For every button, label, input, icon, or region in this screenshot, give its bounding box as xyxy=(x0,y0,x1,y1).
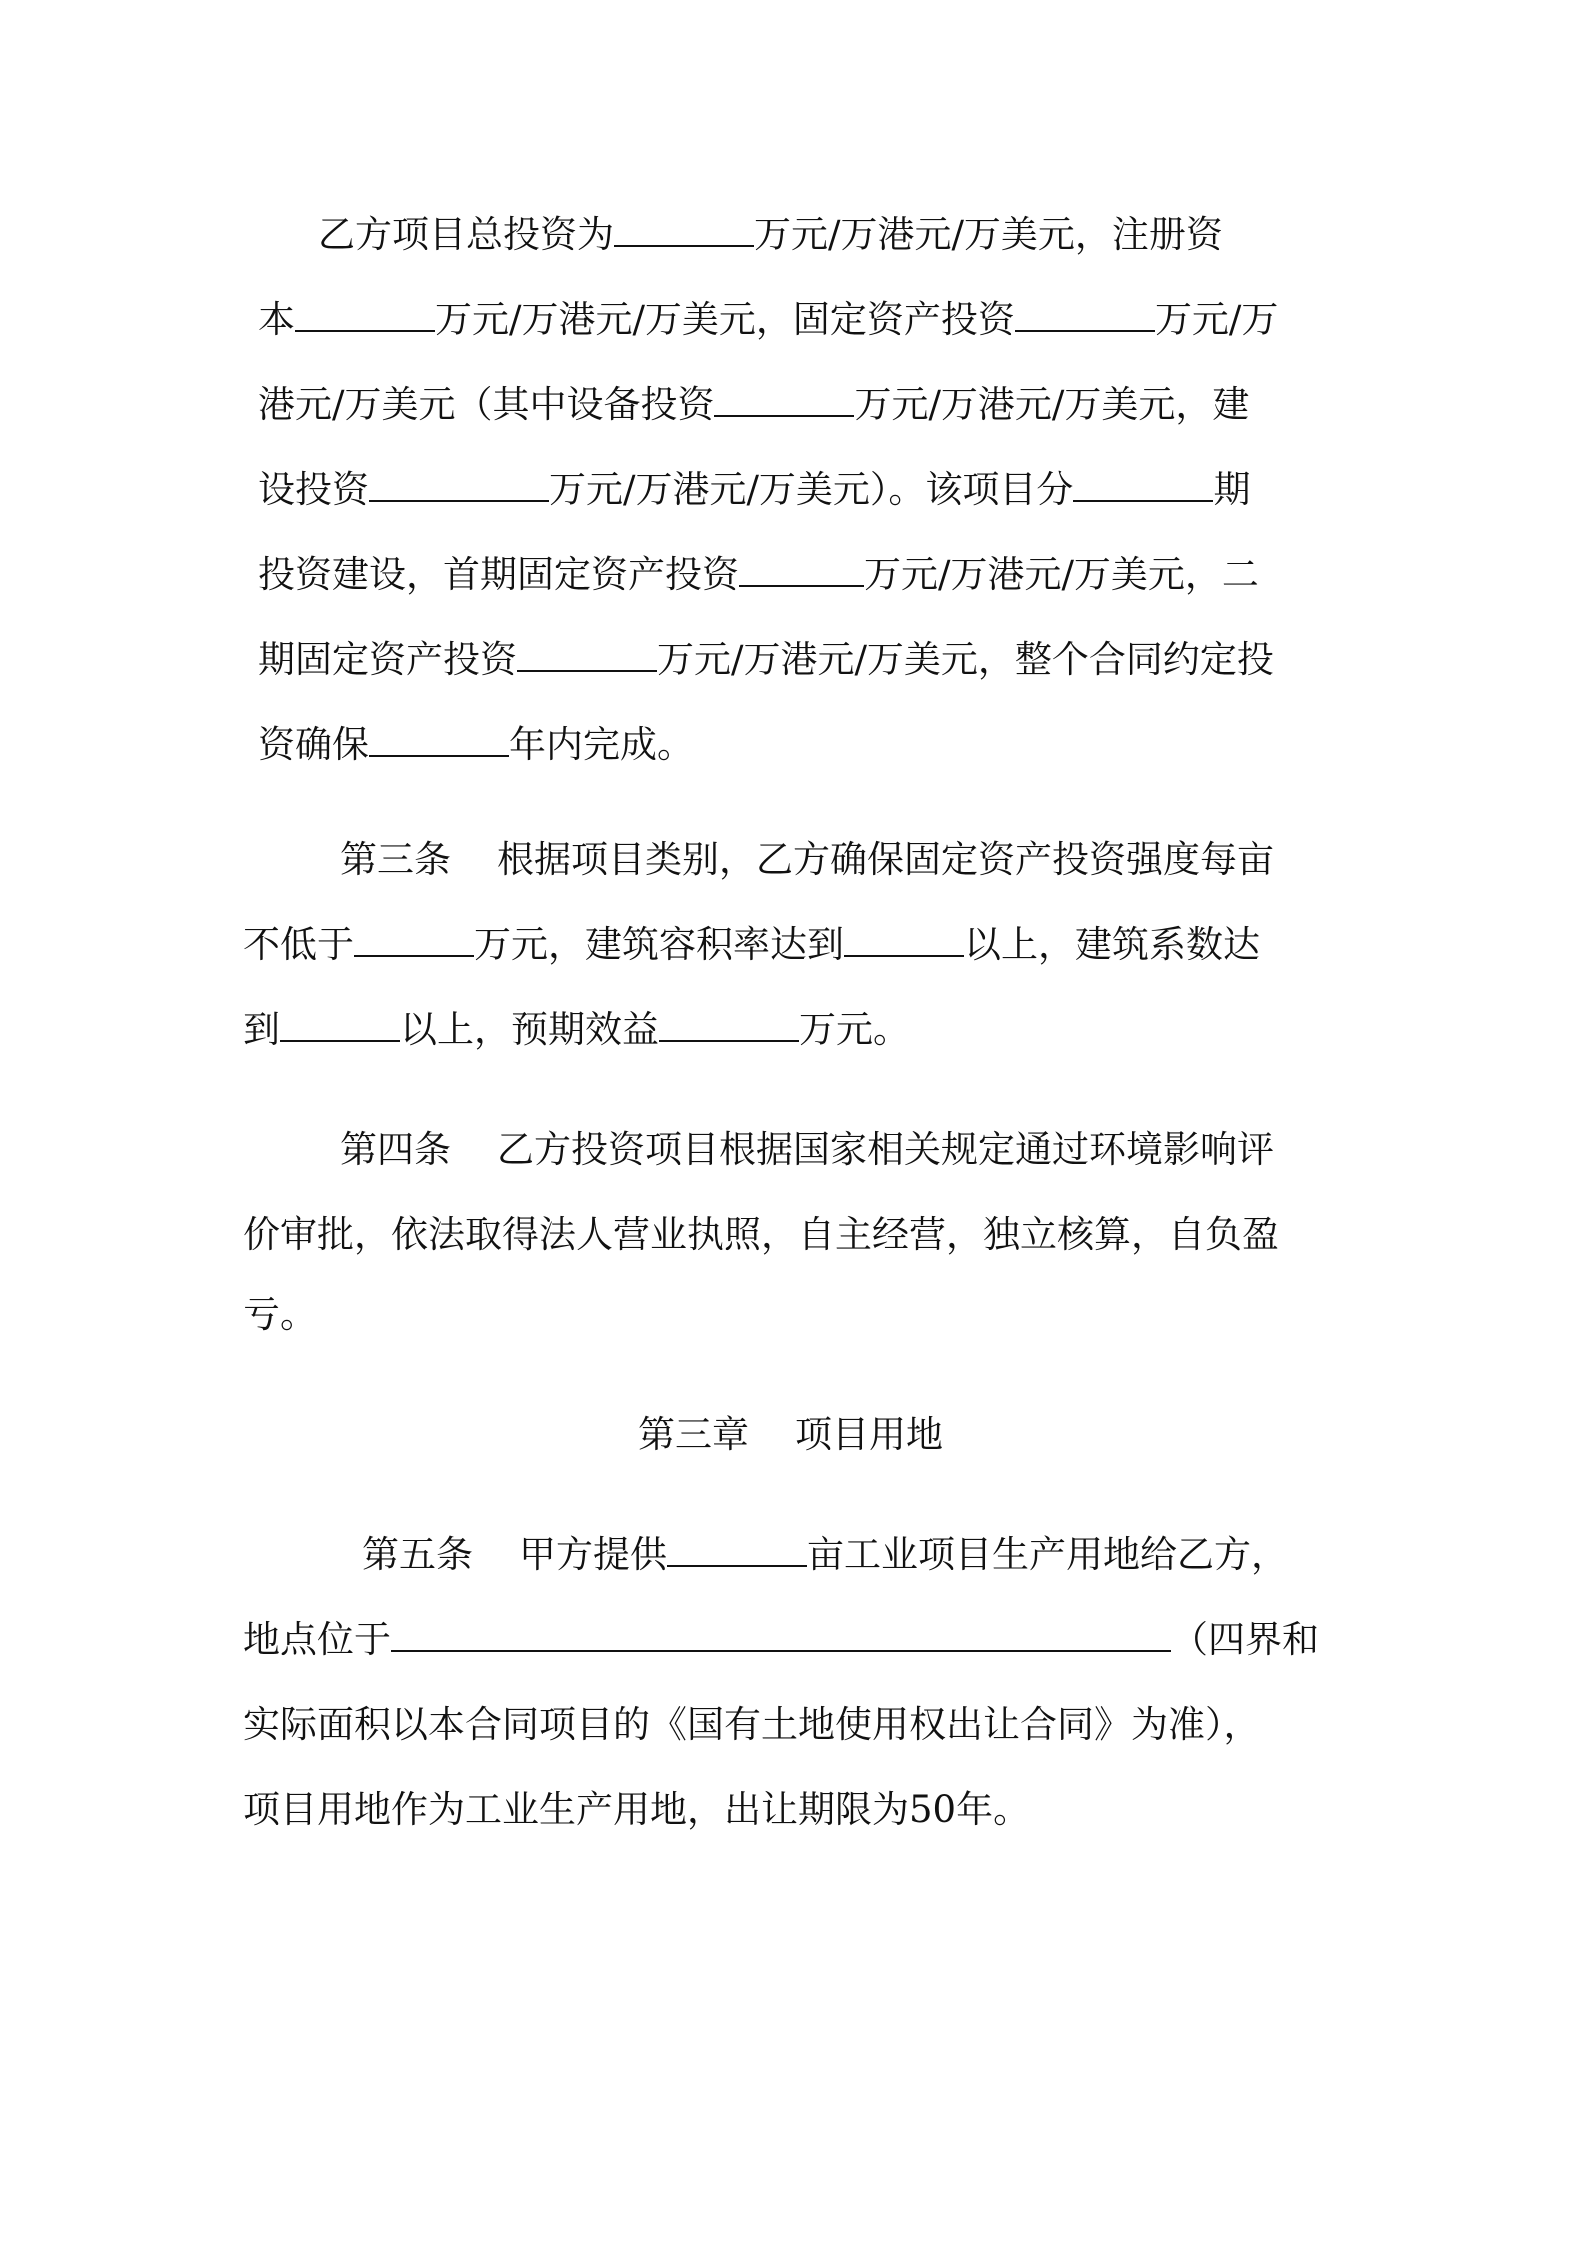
p1-line-1 xyxy=(318,210,1223,260)
fill-blank xyxy=(280,1006,400,1042)
article-label: 第五条 xyxy=(362,1533,473,1576)
art5-line-2 xyxy=(243,1615,1319,1665)
art3-line-1 xyxy=(340,835,1274,885)
p1-line-4 xyxy=(258,465,1250,515)
text-segment: 期 xyxy=(1213,468,1251,511)
text-segment: 期固定资产投资 xyxy=(258,638,517,681)
article-label: 第三条 xyxy=(340,838,451,881)
fill-blank xyxy=(517,636,657,672)
fill-blank xyxy=(1015,296,1155,332)
fill-blank xyxy=(659,1006,799,1042)
art4-line-1 xyxy=(340,1125,1274,1175)
p1-line-7 xyxy=(258,720,694,770)
text-segment: 港元/万美元（其中设备投资 xyxy=(258,383,715,426)
text-segment: 地点位于 xyxy=(243,1618,391,1661)
chapter-heading xyxy=(638,1410,943,1460)
fill-blank xyxy=(369,466,549,502)
p1-line-2 xyxy=(258,295,1278,345)
fill-blank xyxy=(844,921,964,957)
p1-line-5 xyxy=(258,550,1259,600)
text-segment: 实际面积以本合同项目的《国有土地使用权出让合同》为准）， xyxy=(243,1703,1261,1746)
fill-blank xyxy=(354,921,474,957)
article-label: 第四条 xyxy=(340,1128,451,1171)
text-segment: 投资建设，首期固定资产投资 xyxy=(258,553,739,596)
text-segment: 以上，建筑系数达 xyxy=(964,923,1260,966)
fill-blank xyxy=(667,1531,807,1567)
art3-line-2 xyxy=(243,920,1260,970)
text-segment: 亩工业项目生产用地给乙方， xyxy=(807,1533,1288,1576)
fill-blank xyxy=(714,381,854,417)
fill-blank xyxy=(391,1616,1171,1652)
text-segment: 设投资 xyxy=(258,468,369,511)
text-segment: 不低于 xyxy=(243,923,354,966)
art3-line-3 xyxy=(243,1005,910,1055)
text-segment: 以上，预期效益 xyxy=(400,1008,659,1051)
text-segment: 万元/万港元/万美元，建 xyxy=(854,383,1250,426)
art5-line-4 xyxy=(243,1785,1030,1835)
text-segment: 万元/万港元/万美元，注册资 xyxy=(754,213,1223,256)
fill-blank xyxy=(739,551,864,587)
text-segment: 项目用地作为工业生产用地，出让期限为50年。 xyxy=(243,1788,1031,1831)
text-segment: 年内完成。 xyxy=(509,723,694,766)
text-segment: 万元/万港元/万美元，整个合同约定投 xyxy=(657,638,1274,681)
text-segment: （四界和 xyxy=(1171,1618,1319,1661)
text-segment: 亏。 xyxy=(243,1293,317,1336)
text-segment: 万元/万港元/万美元）。该项目分 xyxy=(549,468,1074,511)
text-segment: 根据项目类别，乙方确保固定资产投资强度每亩 xyxy=(497,838,1274,881)
text-segment: 乙方投资项目根据国家相关规定通过环境影响评 xyxy=(497,1128,1274,1171)
text-segment: 到 xyxy=(243,1008,280,1051)
text-segment: 万元/万港元/万美元，二 xyxy=(864,553,1259,596)
art5-line-1 xyxy=(362,1530,1288,1580)
fill-blank xyxy=(369,721,509,757)
text-segment: 万元/万 xyxy=(1154,298,1279,341)
art5-line-3 xyxy=(243,1700,1261,1750)
fill-blank xyxy=(1073,466,1213,502)
text-segment: 万元。 xyxy=(799,1008,910,1051)
text-segment: 万元，建筑容积率达到 xyxy=(474,923,844,966)
text-segment: 本 xyxy=(258,298,295,341)
p1-line-3 xyxy=(258,380,1249,430)
text-segment: 资确保 xyxy=(258,723,369,766)
p1-line-6 xyxy=(258,635,1274,685)
chapter-title: 项目用地 xyxy=(795,1413,943,1456)
art4-line-3 xyxy=(243,1290,317,1340)
chapter-number: 第三章 xyxy=(638,1413,749,1456)
text-segment: 万元/万港元/万美元，固定资产投资 xyxy=(435,298,1015,341)
fill-blank xyxy=(614,211,754,247)
text-segment: 甲方提供 xyxy=(519,1533,667,1576)
text-segment: 价审批，依法取得法人营业执照，自主经营，独立核算，自负盈 xyxy=(243,1213,1279,1256)
text-segment: 乙方项目总投资为 xyxy=(318,213,614,256)
art4-line-2 xyxy=(243,1210,1279,1260)
fill-blank xyxy=(295,296,435,332)
